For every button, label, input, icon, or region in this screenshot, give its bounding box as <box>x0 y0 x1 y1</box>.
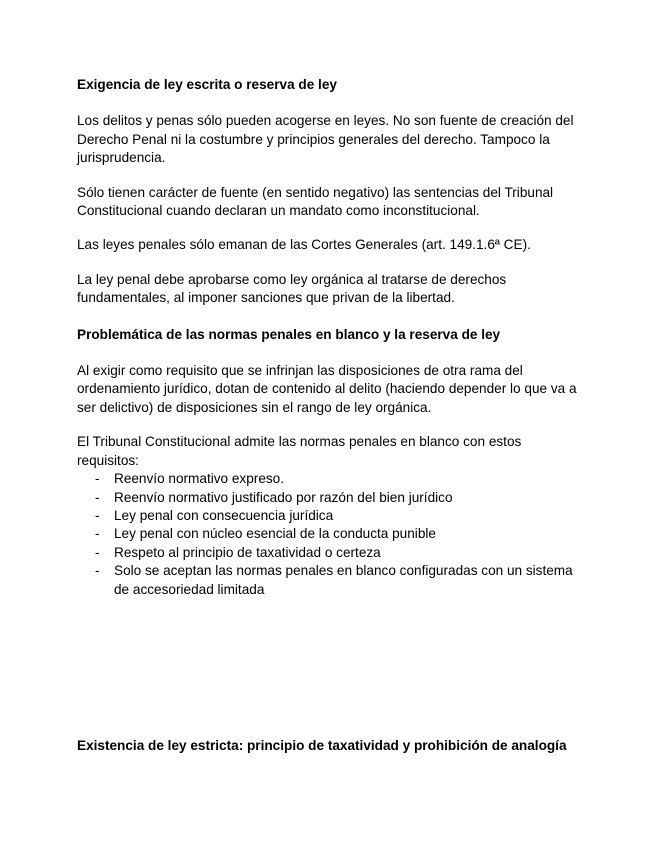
section-heading-ley-estricta: Existencia de ley estricta: principio de taxatividad y prohibición de analogía <box>77 738 567 753</box>
list-item-text: Ley penal con consecuencia jurídica <box>114 507 334 523</box>
paragraph: La ley penal debe aprobarse como ley orgánica al tratarse de derechos fundamentales, al imponer sanciones que privan de la libertad. <box>77 271 507 306</box>
list-item <box>77 525 587 543</box>
dash-bullet: - <box>95 507 100 523</box>
list-item <box>77 489 587 507</box>
list-item-text: Respeto al principio de taxatividad o certeza <box>114 544 381 560</box>
paragraph: Al exigir como requisito que se infrinjan las disposiciones de otra rama del ordenamiento jurídico, dotan de contenido al delito (haciendo depender lo que va a ser delictivo) de disposiciones sin el rango de ley orgánica. <box>77 363 577 415</box>
dash-bullet: - <box>95 526 100 542</box>
list-item-text: Ley penal con núcleo esencial de la conducta punible <box>114 526 436 542</box>
dash-bullet: - <box>95 471 100 487</box>
dash-bullet: - <box>95 563 100 579</box>
section-heading-reserva-de-ley: Exigencia de ley escrita o reserva de ley <box>77 77 337 92</box>
dash-bullet: - <box>95 544 100 560</box>
paragraph: Sólo tienen carácter de fuente (en sentido negativo) las sentencias del Tribunal Constitucional cuando declaran un mandato como inconstitucional. <box>77 184 554 219</box>
requirements-list <box>77 470 587 599</box>
document-body <box>77 76 587 599</box>
list-item-text: Reenvío normativo justificado por razón del bien jurídico <box>114 489 453 505</box>
paragraph: El Tribunal Constitucional admite las normas penales en blanco con estos requisitos: <box>77 434 522 468</box>
paragraph: Las leyes penales sólo emanan de las Cortes Generales (art. 149.1.6ª CE). <box>77 237 531 253</box>
paragraph: Los delitos y penas sólo pueden acogerse en leyes. No son fuente de creación del Derecho Penal ni la costumbre y principios generales del derecho. Tampoco la jurisprudencia. <box>77 113 574 166</box>
list-item <box>77 470 587 488</box>
list-item <box>77 544 587 562</box>
list-item <box>77 507 587 525</box>
list-item-text: Reenvío normativo expreso. <box>114 471 285 487</box>
list-item <box>77 562 587 599</box>
list-item-text: Solo se aceptan las normas penales en blanco configuradas con un sistema de accesoriedad limitada <box>114 563 573 597</box>
section-heading-normas-penales-en-blanco: Problemática de las normas penales en blanco y la reserva de ley <box>77 326 501 342</box>
dash-bullet: - <box>95 489 100 505</box>
